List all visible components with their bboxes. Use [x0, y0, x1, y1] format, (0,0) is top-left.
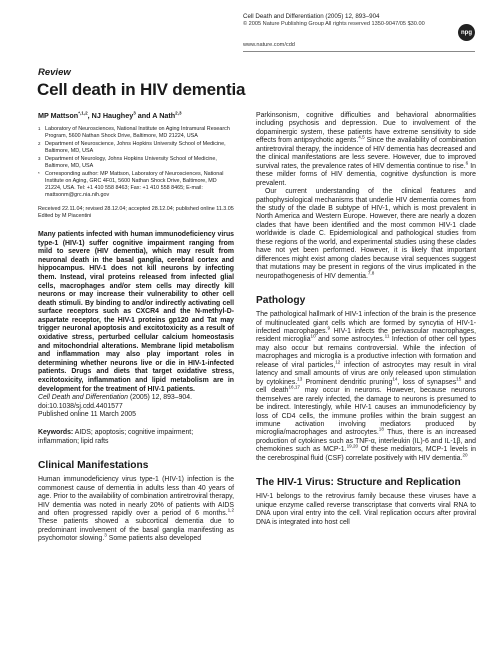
keywords: Keywords: AIDS; apoptosis; cognitive impairment; inflammation; lipid rafts — [38, 429, 194, 445]
copyright-line: © 2005 Nature Publishing Group All rights reserved 1350-9047/05 $30.00 — [243, 21, 425, 27]
right-column — [256, 112, 476, 527]
abstract: Many patients infected with human immunodeficiency virus type-1 (HIV-1) suffer cognitive impairment ranging from mild to severe (HIV dementia), which may result from neuronal death in the basal ganglia, cerebral cortex and hippocampus. HIV-1 does not kill neurons by infecting them. Instead, viral proteins released from infected glial cells, macrophages and/or stem cells may directly kill neurons or may increase their vulnerability to other cell death stimuli. By binding to and/or indirectly activating cell surface receptors such as CXCR4 and the N-methyl-D-aspartate receptor, the HIV-1 proteins gp120 and Tat may trigger neuronal apoptosis and excitotoxicity as a result of oxidative stress, perturbed cellular calcium homeostasis and mitochondrial alterations. Membrane lipid metabolism and inflammation may also play important roles in determining whether neurons live or die in HIV-1-infected patients. Drugs and diets that target oxidative stress, excitotoxicity, inflammation and lipid metabolism are in development for the treatment of HIV-1 patients. — [38, 230, 234, 393]
virus-text: HIV-1 belongs to the retrovirus family because these viruses have a unique enzyme called reverse transcriptase that converts viral RNA to DNA upon viral entry into the cell. Viral replication occurs after proviral DNA is integrated into host cell — [256, 493, 476, 526]
journal-url[interactable]: www.nature.com/cdd — [243, 42, 295, 48]
clinical-text-continued: Parkinsonism, cognitive difficulties and behavioral abnormalities including psychosis and depression. Due to involvement of the dopaminergic system, these patients have extreme sensitivity to side effects from antipsychotic agents.$^{4,5}$ Since the availability of combination antiretroviral therapy, the incidence of HIV dementia has decreased and the clinical manifestations are less severe. However, due to improved survival rates, the prevalence rates of HIV dementia continue to rise.$^6$ In these milder forms of HIV dementia, cognitive dysfunction is more prevalent. Our current understanding of the clinical features and pathophysiological mechanisms that underlie HIV dementia comes from the study of the clade B subtype of HIV-1, which is most prevalent in North America and Western Europe. However, there are nearly a dozen clades that have been identified and the most common HIV-1 clade worldwide is clade C. Epidemiological and pathological studies from these regions of the world, and experimental studies using these clades have not yet been performed. However, it is likely that important differences might exist among clades because viral sequences suggest that mutations may be present in regions of the virus implicated in the neuropathogenesis of HIV dementia.$^{7,8}$ — [256, 112, 476, 280]
npg-logo-icon: npg — [458, 24, 475, 41]
header-divider — [243, 51, 475, 52]
clinical-text: Human immunodeficiency virus type-1 (HIV-1) infection is the commonest cause of dementia in adults less than 40 years of age. Prior to the availability of combination antiretroviral therapy, HIV dementia was noted in nearly 20% of patients with AIDS and often progressed rapidly over a period of 6 months.$^{1,2}$ These patients showed a subcortical dementia due to predominant involvement of the basal ganglia manifesting as psychomotor slowing.$^3$ Some patients also developed — [38, 476, 234, 543]
heading-hiv-virus-structure: The HIV-1 Virus: Structure and Replication — [256, 477, 461, 489]
author-list: MP Mattson$^{*,1,2}$, NJ Haughey$^3$ and A Nath$^{2,3}$ — [38, 110, 182, 120]
received-dates: Received 22.11.04; revised 28.12.04; accepted 28.12.04; published online 11.3.05 Edited by M Piacentini — [38, 205, 234, 219]
pathology-text: The pathological hallmark of HIV-1 infection of the brain is the presence of multinucleated giant cells which are formed by syncytia of HIV-1-infected macrophages.$^9$ HIV-1 infects the perivascular macrophages, resident microglia$^{10}$ and some astrocytes.$^{11}$ Infection of other cell types may also occur but remains controversial. While the infection of macrophages and microglia is a productive infection with formation and release of viral particles,$^{12}$ infection of astrocytes may result in viral latency and small amounts of virus are only released upon stimulation by cytokines.$^{13}$ Prominent dendritic pruning$^{14}$, loss of synapses$^{15}$ and cell death$^{16,17}$ may occur in neurons. However, because neurons themselves are rarely infected, the damage to neurons is presumed to be indirect. Interestingly, while HIV-1 causes an immunodeficiency by loss of CD4 cells, the immune profiles within the brain suggest an immune activation involving mediators produced by microglia/macrophages and astrocytes.$^{18}$ Thus, there is an increased production of cytokines such as TNF-α, interleukin (IL)-6 and IL-1β, and chemokines such as MCP-1.$^{19,20}$ Of these mediators, MCP-1 levels in the cerebrospinal fluid (CSF) correlate positively with HIV dementia.$^{20}$ — [256, 311, 477, 462]
article-citation: Cell Death and Differentiation (2005) 12, 893–904. doi:10.1038/sj.cdd.4401577 Published online 11 March 2005 — [38, 394, 234, 420]
journal-citation-header: Cell Death and Differentiation (2005) 12, 893–904 — [243, 13, 380, 20]
heading-pathology: Pathology — [256, 295, 306, 307]
section-label: Review — [38, 67, 71, 78]
left-column — [38, 126, 234, 544]
affiliation-1: 1 Laboratory of Neurosciences, National Institute on Aging Intramural Research Program, 5600 Nathan Shock Drive, Baltimore, MD 21224, USA — [38, 126, 230, 139]
article-title: Cell death in HIV dementia — [37, 80, 246, 99]
doi[interactable]: doi:10.1038/sj.cdd.4401577 — [38, 402, 123, 410]
heading-clinical-manifestations: Clinical Manifestations — [38, 460, 149, 472]
affiliation-3: 3 Department of Neurology, Johns Hopkins University School of Medicine, Baltimore, MD, USA — [38, 156, 217, 170]
corresponding-author: * Corresponding author: MP Mattson, Laboratory of Neurosciences, National Institute on Aging, GRC 4F01, 5600 Nathan Shock Drive, Baltimore, MD 21224, USA. Tel: +1 410 558 8463; Fax: +1 410 558 8465; E-mail: mattsonm@grc.nia.nih.gov — [38, 171, 224, 199]
affiliation-2: 2 Department of Neuroscience, Johns Hopkins University School of Medicine, Baltimore, MD, USA — [38, 141, 226, 155]
